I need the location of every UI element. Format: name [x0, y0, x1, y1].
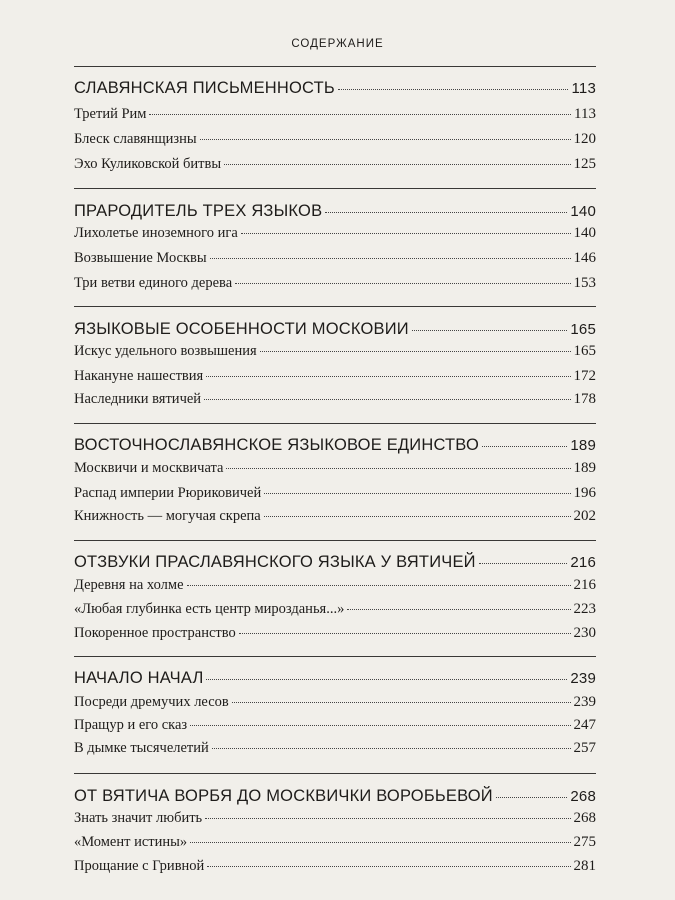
section-title: НАЧАЛО НАЧАЛ	[74, 669, 204, 687]
leader-dots	[226, 468, 570, 469]
page-number: 223	[573, 601, 596, 617]
page-number: 257	[573, 740, 596, 756]
divider	[74, 540, 596, 541]
page-number: 165	[570, 321, 596, 338]
page-number: 172	[573, 368, 596, 384]
toc-item[interactable]	[74, 131, 596, 148]
item-title: Пращур и его сказ	[74, 717, 188, 733]
item-title: Блеск славянщизны	[74, 131, 197, 147]
item-title: Лихолетье иноземного ига	[74, 225, 238, 241]
leader-dots	[206, 376, 570, 377]
divider	[74, 188, 596, 189]
page-number: 140	[573, 225, 596, 241]
page-number: 146	[573, 250, 596, 266]
leader-dots	[241, 233, 571, 234]
leader-dots	[210, 258, 571, 259]
leader-dots	[190, 842, 570, 843]
item-title: «Любая глубинка есть центр мирозданья...»	[74, 601, 345, 617]
item-title: Москвичи и москвичата	[74, 460, 224, 476]
page-number: 189	[570, 437, 596, 454]
page-number: 189	[573, 460, 596, 476]
page-number: 216	[573, 577, 596, 593]
toc-item[interactable]	[74, 225, 596, 242]
toc-section-6[interactable]	[74, 669, 596, 688]
leader-dots	[260, 351, 571, 352]
item-title: Знать значит любить	[74, 810, 203, 826]
page-number: 247	[573, 717, 596, 733]
toc-item[interactable]	[74, 625, 596, 642]
item-title: Посреди дремучих лесов	[74, 694, 229, 710]
toc-section-1[interactable]	[74, 79, 596, 98]
toc-item[interactable]	[74, 275, 596, 292]
item-title: Наследники вятичей	[74, 391, 202, 407]
toc-item[interactable]	[74, 391, 596, 408]
toc-item[interactable]	[74, 694, 596, 711]
leader-dots	[206, 679, 567, 680]
page-number: 140	[570, 203, 596, 220]
toc-item[interactable]	[74, 343, 596, 360]
section-title: ОТ ВЯТИЧА ВОРБЯ ДО МОСКВИЧКИ ВОРОБЬЕВОЙ	[74, 787, 493, 805]
item-title: Деревня на холме	[74, 577, 184, 593]
page-number: 230	[573, 625, 596, 641]
toc-item[interactable]	[74, 601, 596, 618]
section-title: ОТЗВУКИ ПРАСЛАВЯНСКОГО ЯЗЫКА У ВЯТИЧЕЙ	[74, 553, 476, 571]
leader-dots	[200, 139, 571, 140]
toc-item[interactable]	[74, 250, 596, 267]
leader-dots	[204, 399, 570, 400]
page-number: 202	[573, 508, 596, 524]
toc-item[interactable]	[74, 156, 596, 173]
toc-item[interactable]	[74, 717, 596, 734]
leader-dots	[205, 818, 570, 819]
item-title: Третий Рим	[74, 106, 147, 122]
leader-dots	[224, 164, 570, 165]
leader-dots	[264, 493, 570, 494]
leader-dots	[338, 89, 569, 90]
page-number: 239	[573, 694, 596, 710]
leader-dots	[496, 797, 568, 798]
item-title: Накануне нашествия	[74, 368, 204, 384]
item-title: «Момент истины»	[74, 834, 188, 850]
section-title: ВОСТОЧНОСЛАВЯНСКОЕ ЯЗЫКОВОЕ ЕДИНСТВО	[74, 436, 479, 454]
leader-dots	[187, 585, 571, 586]
toc-section-7[interactable]	[74, 787, 596, 806]
toc-item[interactable]	[74, 577, 596, 594]
item-title: Искус удельного возвышения	[74, 343, 257, 359]
page-number: 239	[570, 670, 596, 687]
item-title: Покоренное пространство	[74, 625, 236, 641]
item-title: В дымке тысячелетий	[74, 740, 209, 756]
divider	[74, 773, 596, 774]
leader-dots	[212, 748, 571, 749]
page-number: 268	[570, 788, 596, 805]
divider	[74, 66, 596, 67]
item-title: Распад империи Рюриковичей	[74, 485, 262, 501]
page-number: 178	[573, 391, 596, 407]
toc-item[interactable]	[74, 368, 596, 385]
leader-dots	[149, 114, 571, 115]
divider	[74, 656, 596, 657]
toc-section-5[interactable]	[74, 553, 596, 572]
page-number: 165	[573, 343, 596, 359]
item-title: Три ветви единого дерева	[74, 275, 233, 291]
page-number: 268	[573, 810, 596, 826]
section-title: ЯЗЫКОВЫЕ ОСОБЕННОСТИ МОСКОВИИ	[74, 320, 409, 338]
divider	[74, 423, 596, 424]
toc-section-3[interactable]	[74, 320, 596, 339]
leader-dots	[207, 866, 570, 867]
page-number: 153	[573, 275, 596, 291]
item-title: Эхо Куликовской битвы	[74, 156, 222, 172]
item-title: Возвышение Москвы	[74, 250, 207, 266]
divider	[74, 306, 596, 307]
page-number: 125	[573, 156, 596, 172]
leader-dots	[190, 725, 570, 726]
page-number: 113	[574, 106, 596, 122]
toc-item[interactable]	[74, 485, 596, 502]
page-number: 196	[573, 485, 596, 501]
toc-item[interactable]	[74, 508, 596, 525]
page-number: 120	[573, 131, 596, 147]
page-number: 113	[571, 80, 596, 97]
leader-dots	[347, 609, 570, 610]
toc-item[interactable]	[74, 460, 596, 477]
section-title: СЛАВЯНСКАЯ ПИСЬМЕННОСТЬ	[74, 79, 335, 97]
item-title: Прощание с Гривной	[74, 858, 205, 874]
toc-item[interactable]	[74, 106, 596, 123]
item-title: Книжность — могучая скрепа	[74, 508, 261, 524]
toc-section-2[interactable]	[74, 202, 596, 221]
leader-dots	[479, 563, 568, 564]
leader-dots	[239, 633, 571, 634]
leader-dots	[325, 212, 567, 213]
toc-item[interactable]	[74, 858, 596, 875]
section-title: ПРАРОДИТЕЛЬ ТРЕХ ЯЗЫКОВ	[74, 202, 323, 220]
toc-section-4[interactable]	[74, 436, 596, 455]
toc-item[interactable]	[74, 810, 596, 827]
toc-item[interactable]	[74, 834, 596, 851]
leader-dots	[235, 283, 570, 284]
page-number: 281	[573, 858, 596, 874]
leader-dots	[232, 702, 571, 703]
leader-dots	[412, 330, 568, 331]
page-number: 275	[573, 834, 596, 850]
page-header: СОДЕРЖАНИЕ	[291, 38, 384, 50]
leader-dots	[482, 446, 567, 447]
toc-item[interactable]	[74, 740, 596, 757]
page-number: 216	[570, 554, 596, 571]
leader-dots	[264, 516, 571, 517]
